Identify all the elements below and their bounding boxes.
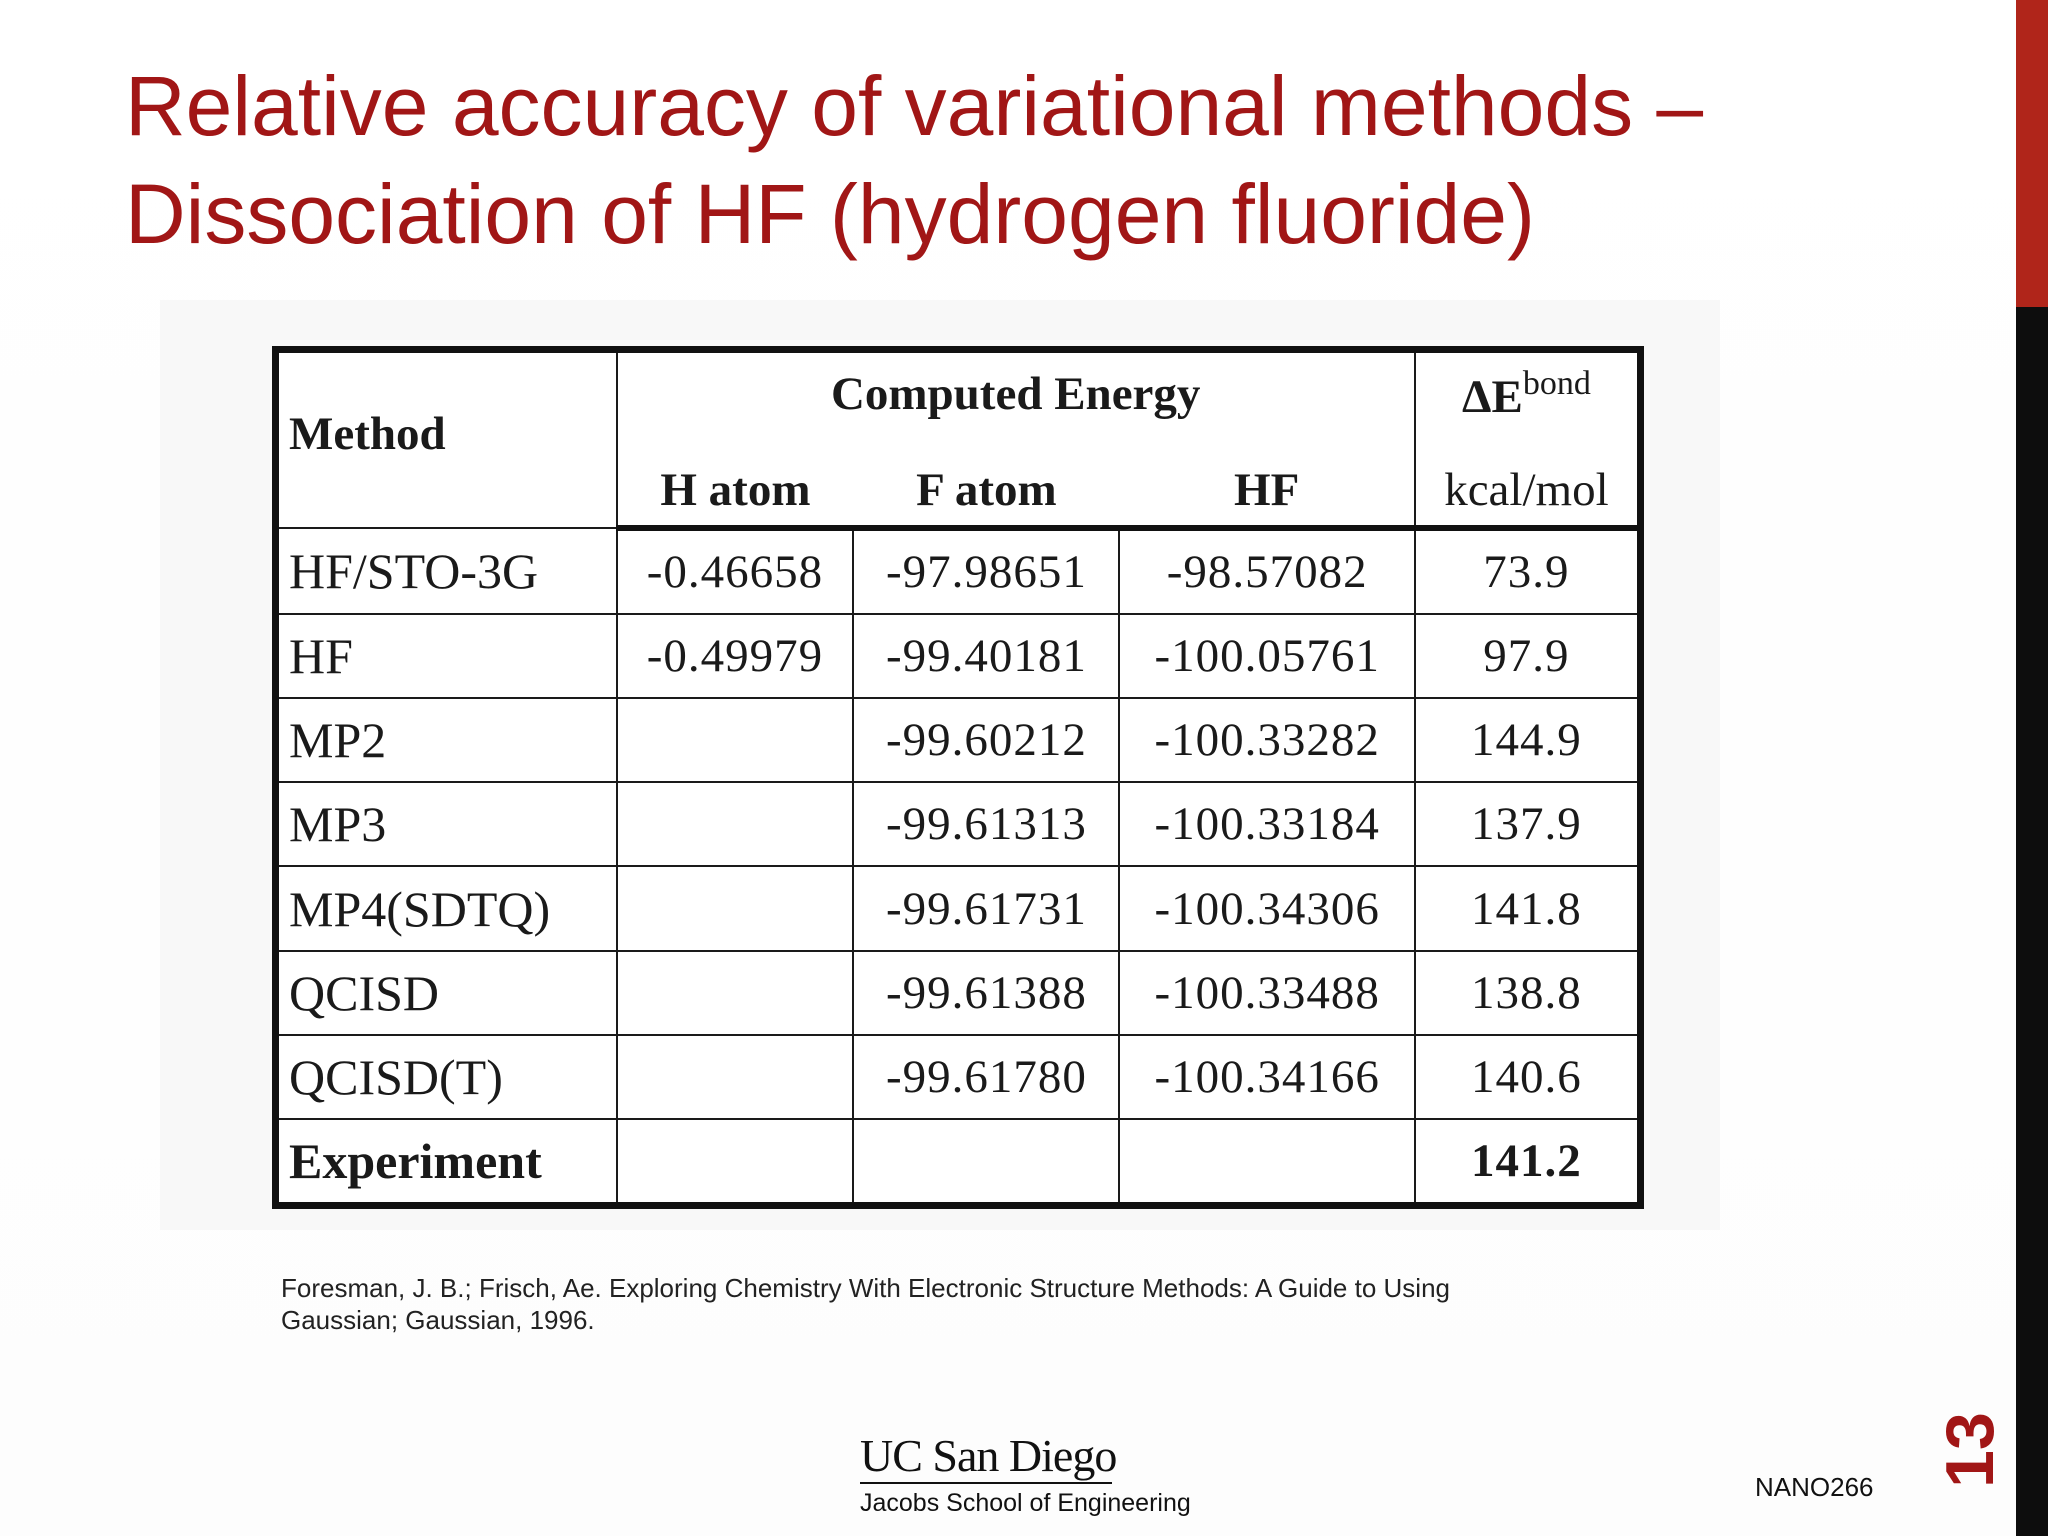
slide-number: 13 <box>1932 1412 2008 1488</box>
cell-f-atom: -99.61388 <box>853 951 1119 1035</box>
cell-hf: -100.34306 <box>1119 866 1414 950</box>
cell-delta-e: 97.9 <box>1415 614 1641 698</box>
cell-method: HF <box>276 614 617 698</box>
cell-delta-e: 141.8 <box>1415 866 1641 950</box>
cell-f-atom: -99.61313 <box>853 782 1119 866</box>
cell-delta-e: 140.6 <box>1415 1035 1641 1119</box>
header-delta-e-symbol: ΔE <box>1462 370 1523 423</box>
right-side-bar <box>2016 0 2048 1536</box>
cell-h-atom <box>617 782 854 866</box>
header-hf: HF <box>1119 435 1414 528</box>
cell-delta-e: 138.8 <box>1415 951 1641 1035</box>
cell-method: QCISD(T) <box>276 1035 617 1119</box>
citation-line-1: Foresman, J. B.; Frisch, Ae. Exploring Chemistry With Electronic Structure Methods: A Guide to Using <box>281 1273 1450 1303</box>
cell-h-atom: -0.49979 <box>617 614 854 698</box>
header-delta-e <box>1415 350 1641 436</box>
cell-f-atom <box>853 1119 1119 1206</box>
cell-hf: -100.34166 <box>1119 1035 1414 1119</box>
table-header-row-1 <box>276 350 1641 436</box>
cell-h-atom <box>617 698 854 782</box>
cell-hf: -100.33282 <box>1119 698 1414 782</box>
table-row <box>276 782 1641 866</box>
cell-hf: -100.05761 <box>1119 614 1414 698</box>
table-row <box>276 951 1641 1035</box>
course-code: NANO266 <box>1755 1472 1874 1502</box>
ucsd-logo <box>860 1430 1220 1520</box>
energy-table <box>272 346 1644 1209</box>
cell-method: MP3 <box>276 782 617 866</box>
table-row <box>276 614 1641 698</box>
cell-delta-e: 137.9 <box>1415 782 1641 866</box>
table-row <box>276 866 1641 950</box>
cell-method: QCISD <box>276 951 617 1035</box>
slide-title-line-1: Relative accuracy of variational methods – <box>125 59 1704 153</box>
header-method: Method <box>276 350 617 529</box>
slide-title-line-2: Dissociation of HF (hydrogen fluoride) <box>125 167 1535 261</box>
cell-hf: -100.33184 <box>1119 782 1414 866</box>
table-row <box>276 1035 1641 1119</box>
cell-delta-e: 141.2 <box>1415 1119 1641 1206</box>
table-row <box>276 528 1641 614</box>
cell-f-atom: -99.61731 <box>853 866 1119 950</box>
cell-hf: -100.33488 <box>1119 951 1414 1035</box>
cell-f-atom: -99.61780 <box>853 1035 1119 1119</box>
logo-rule <box>860 1482 1112 1484</box>
cell-f-atom: -99.40181 <box>853 614 1119 698</box>
cell-f-atom: -99.60212 <box>853 698 1119 782</box>
right-side-bar-accent <box>2016 0 2048 307</box>
header-h-atom: H atom <box>617 435 854 528</box>
header-f-atom: F atom <box>853 435 1119 528</box>
logo-university-name: UC San Diego <box>860 1430 1117 1481</box>
cell-h-atom <box>617 866 854 950</box>
cell-method: MP2 <box>276 698 617 782</box>
header-delta-e-superscript: bond <box>1522 364 1591 402</box>
cell-delta-e: 144.9 <box>1415 698 1641 782</box>
citation-line-2: Gaussian; Gaussian, 1996. <box>281 1305 595 1335</box>
citation <box>281 1272 1681 1336</box>
table-row <box>276 698 1641 782</box>
cell-hf <box>1119 1119 1414 1206</box>
cell-f-atom: -97.98651 <box>853 528 1119 614</box>
cell-method: HF/STO-3G <box>276 528 617 614</box>
cell-h-atom: -0.46658 <box>617 528 854 614</box>
cell-h-atom <box>617 951 854 1035</box>
cell-method: Experiment <box>276 1119 617 1206</box>
cell-h-atom <box>617 1119 854 1206</box>
table-row <box>276 1119 1641 1206</box>
slide-title <box>125 52 1905 268</box>
header-computed-energy: Computed Energy <box>617 350 1415 436</box>
logo-school-name: Jacobs School of Engineering <box>860 1489 1191 1517</box>
cell-delta-e: 73.9 <box>1415 528 1641 614</box>
cell-hf: -98.57082 <box>1119 528 1414 614</box>
cell-h-atom <box>617 1035 854 1119</box>
cell-method: MP4(SDTQ) <box>276 866 617 950</box>
header-unit: kcal/mol <box>1415 435 1641 528</box>
